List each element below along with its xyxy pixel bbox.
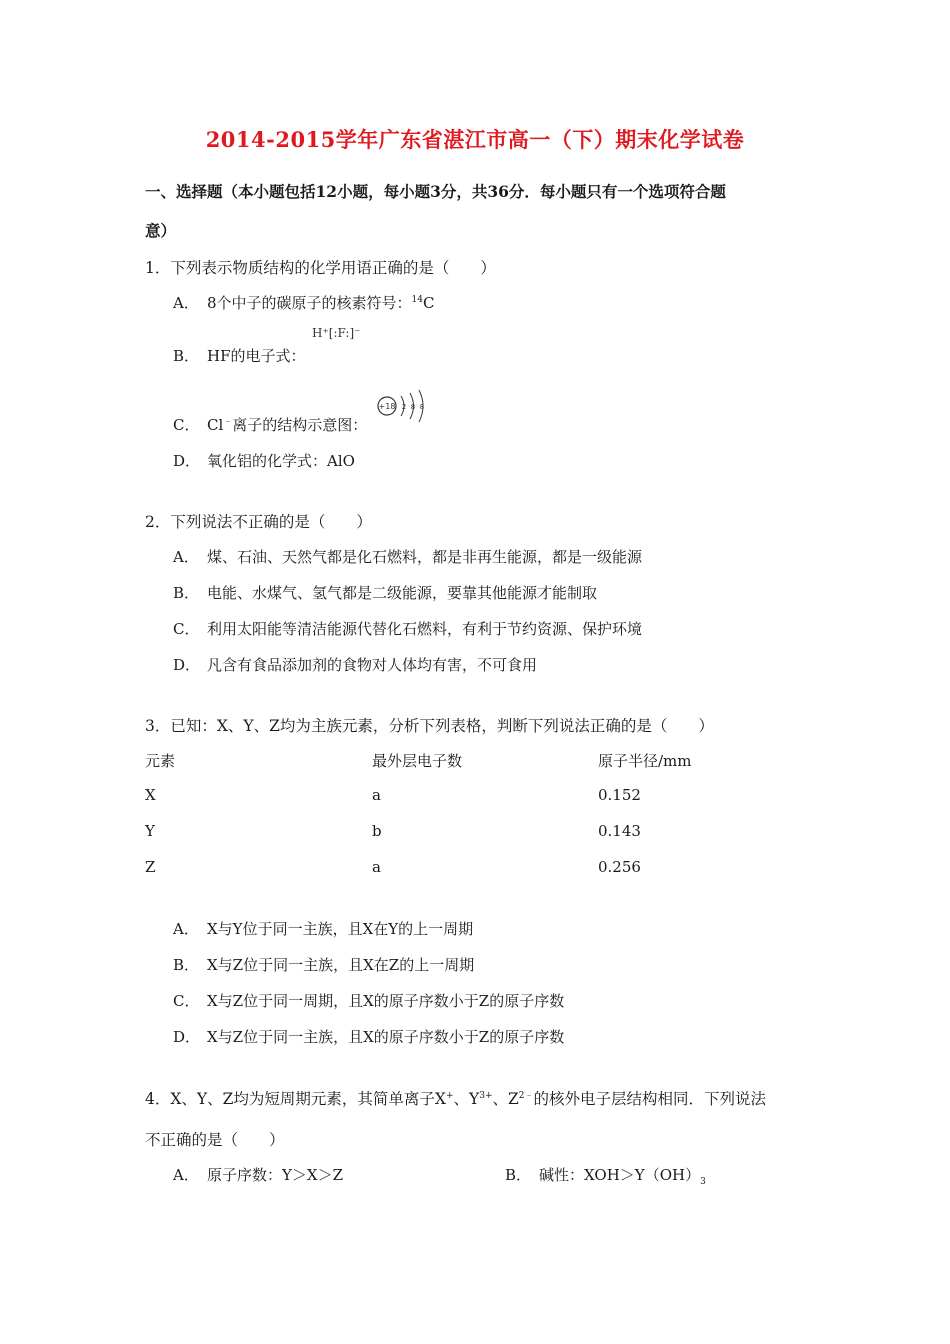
table-cell: b bbox=[372, 822, 382, 840]
option-label: A． bbox=[173, 1166, 199, 1184]
page-title: 2014-2015学年广东省湛江市高一（下）期末化学试卷 bbox=[205, 127, 745, 152]
option-text: 氧化铝的化学式：AlO bbox=[207, 452, 355, 470]
option-label: A． bbox=[173, 294, 199, 312]
option-text: 煤、石油、天然气都是化石燃料，都是非再生能源，都是一级能源 bbox=[207, 548, 643, 566]
stem-text: 、Y bbox=[453, 1090, 480, 1108]
charge-superscript: ﹣ bbox=[223, 417, 233, 427]
q3-option-c bbox=[173, 990, 564, 1011]
q2-option-b bbox=[173, 582, 597, 603]
svg-text:8: 8 bbox=[419, 403, 425, 411]
option-text: 原子序数：Y＞X＞Z bbox=[207, 1166, 344, 1184]
option-label: B． bbox=[173, 584, 200, 602]
option-text-prefix: Cl bbox=[207, 416, 224, 434]
option-label: D． bbox=[173, 1028, 201, 1046]
option-label: D． bbox=[173, 656, 201, 674]
option-label: A． bbox=[173, 920, 199, 938]
option-label: B． bbox=[173, 956, 200, 974]
table-cell: X bbox=[145, 786, 156, 804]
table-cell: a bbox=[372, 858, 381, 876]
hf-electron-formula: H⁺[:F:]⁻ bbox=[312, 326, 361, 340]
table-cell: 0.143 bbox=[598, 822, 641, 840]
question-2-stem: 2．下列说法不正确的是（ ） bbox=[145, 513, 372, 531]
option-label: C． bbox=[173, 992, 200, 1010]
subscript: 3 bbox=[700, 1177, 706, 1187]
section-heading: 一、选择题（本小题包括12小题，每小题3分，共36分．每小题只有一个选项符合题 bbox=[145, 182, 726, 201]
q3-option-d bbox=[173, 1026, 564, 1047]
stem-text: 的核外电子层结构相同．下列说法 bbox=[533, 1090, 767, 1108]
option-text: 离子的结构示意图： bbox=[232, 416, 368, 434]
nucleus-charge: +18 bbox=[378, 402, 396, 411]
option-text: 电能、水煤气、氢气都是二级能源，要靠其他能源才能制取 bbox=[207, 584, 598, 602]
table-header-outer-electrons: 最外层电子数 bbox=[372, 752, 463, 770]
table-header-atomic-radius: 原子半径/mm bbox=[598, 752, 692, 770]
ion-charge: + bbox=[445, 1090, 454, 1101]
q2-option-d bbox=[173, 654, 537, 675]
q1-option-d bbox=[173, 450, 355, 471]
table-header-element: 元素 bbox=[145, 752, 176, 770]
q3-option-b bbox=[173, 954, 474, 975]
question-4-stem bbox=[145, 1087, 766, 1109]
question-4-stem-continued: 不正确的是（ ） bbox=[145, 1131, 285, 1149]
option-text: 碱性：XOH＞Y（OH） bbox=[539, 1166, 701, 1184]
option-text: X与Y位于同一主族，且X在Y的上一周期 bbox=[207, 920, 474, 938]
ion-charge: 2﹣ bbox=[518, 1090, 534, 1101]
option-label: C． bbox=[173, 416, 200, 434]
option-text: 凡含有食品添加剂的食物对人体均有害，不可食用 bbox=[207, 656, 538, 674]
svg-text:2: 2 bbox=[401, 403, 407, 411]
element-symbol: C bbox=[423, 294, 435, 312]
option-label: A． bbox=[173, 548, 199, 566]
q1-option-a bbox=[173, 292, 434, 313]
option-text: HF的电子式： bbox=[207, 347, 306, 365]
table-cell: Z bbox=[145, 858, 156, 876]
option-label: C． bbox=[173, 620, 200, 638]
table-cell: 0.152 bbox=[598, 786, 641, 804]
q2-option-c bbox=[173, 618, 642, 639]
option-label: B． bbox=[505, 1166, 532, 1184]
q2-option-a bbox=[173, 546, 642, 567]
option-text: X与Z位于同一主族，且X的原子序数小于Z的原子序数 bbox=[207, 1028, 565, 1046]
q1-option-b bbox=[173, 345, 306, 366]
option-label: D． bbox=[173, 452, 201, 470]
ion-charge: 3+ bbox=[479, 1090, 493, 1101]
stem-text: 、Z bbox=[492, 1090, 519, 1108]
svg-text:8: 8 bbox=[410, 403, 416, 411]
option-text: X与Z位于同一主族，且X在Z的上一周期 bbox=[207, 956, 475, 974]
q3-option-a bbox=[173, 918, 473, 939]
stem-text: 4．X、Y、Z均为短周期元素，其简单离子X bbox=[145, 1090, 446, 1108]
q4-option-b bbox=[505, 1164, 706, 1187]
q4-option-a bbox=[173, 1164, 343, 1185]
question-3-stem: 3．已知：X、Y、Z均为主族元素，分析下列表格，判断下列说法正确的是（ ） bbox=[145, 717, 714, 735]
table-cell: a bbox=[372, 786, 381, 804]
option-text: 利用太阳能等清洁能源代替化石燃料，有利于节约资源、保护环境 bbox=[207, 620, 643, 638]
option-text: X与Z位于同一周期，且X的原子序数小于Z的原子序数 bbox=[207, 992, 565, 1010]
mass-number: 14 bbox=[411, 295, 423, 305]
section-heading-continued: 意） bbox=[145, 221, 177, 240]
cl-ion-structure-diagram bbox=[376, 388, 436, 424]
table-cell: Y bbox=[145, 822, 155, 840]
option-label: B． bbox=[173, 347, 200, 365]
question-1-stem: 1．下列表示物质结构的化学用语正确的是（ ） bbox=[145, 259, 496, 277]
table-cell: 0.256 bbox=[598, 858, 641, 876]
q1-option-c bbox=[173, 414, 367, 435]
option-text: 8个中子的碳原子的核素符号： bbox=[207, 294, 412, 312]
